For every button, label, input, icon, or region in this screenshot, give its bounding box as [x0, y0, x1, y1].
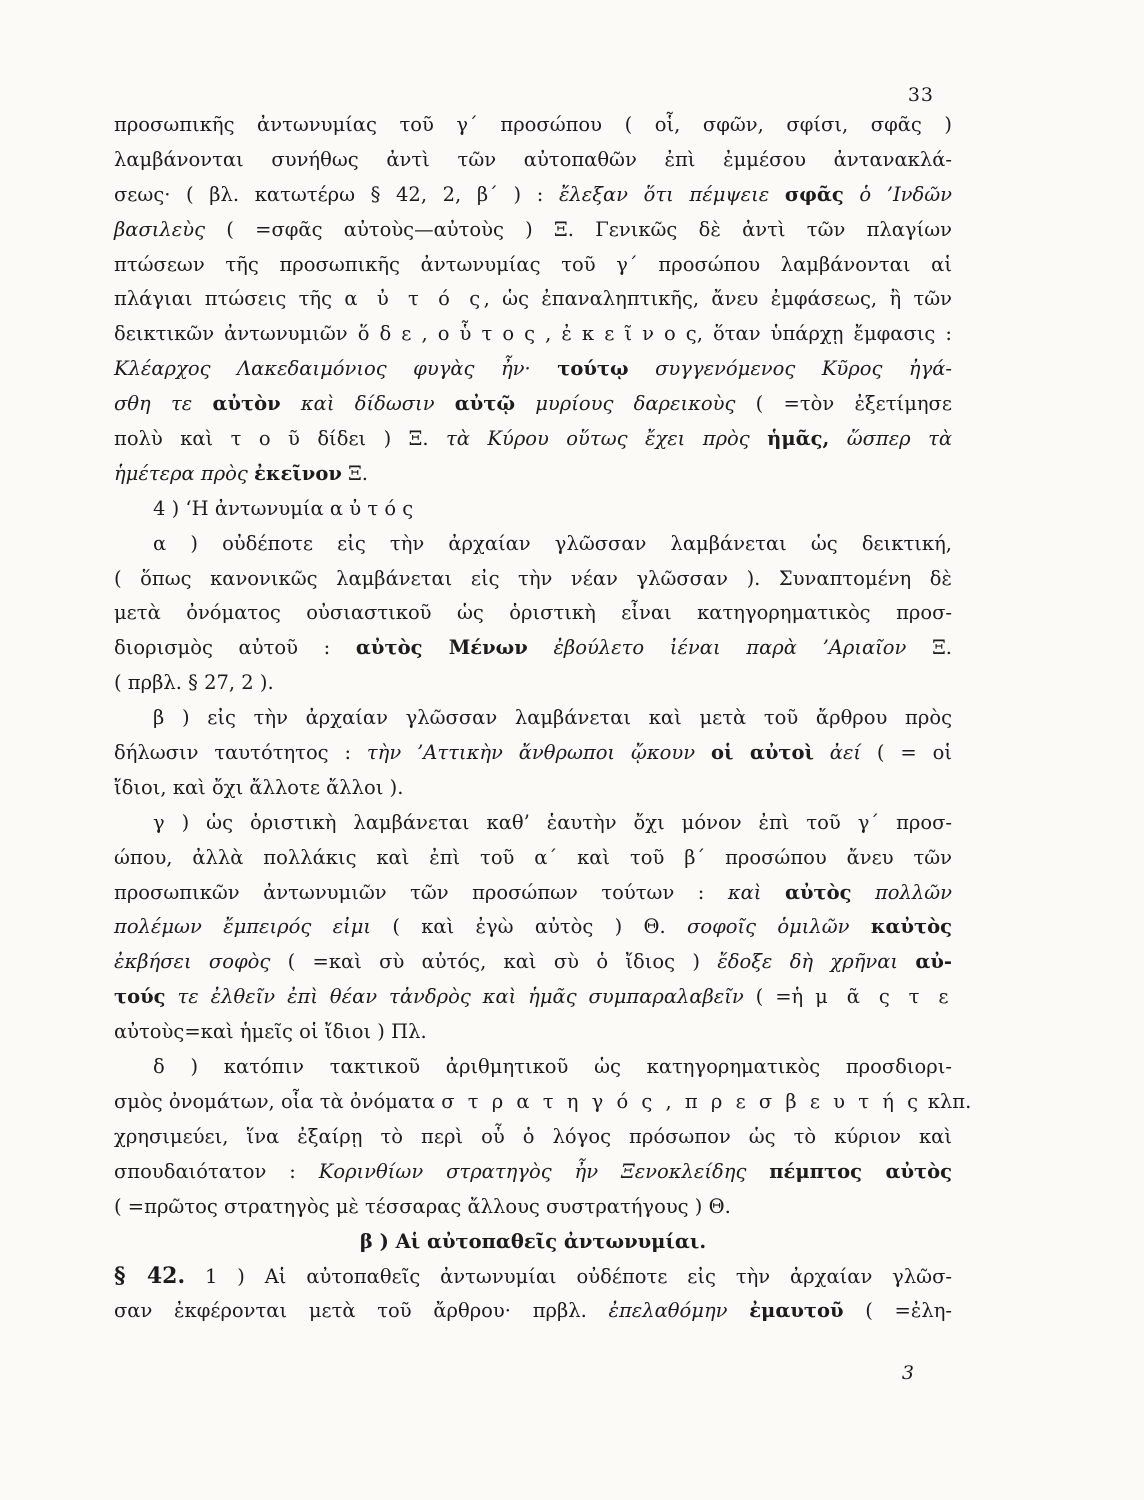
text-line: προσωπικῶν ἀντωνυμιῶν τῶν προσώπων τούτων : καὶ αὐτὸς πολλῶν	[114, 880, 952, 904]
text-line: β ) εἰς τὴν ἀρχαίαν γλῶσσαν λαμβάνεται καὶ μετὰ τοῦ ἄρθρου πρὸς	[153, 706, 952, 730]
page-number: 33	[907, 84, 934, 106]
text-line: βασιλεὺς ( =σφᾶς αὐτοὺς—αὐτοὺς ) Ξ. Γενικῶς δὲ ἀντὶ τῶν πλαγίων	[114, 217, 952, 241]
text-line: σεως· ( βλ. κατωτέρω § 42, 2, β΄ ) : ἔλεξαν ὅτι πέμψειε σφᾶς ὁ ’Ινδῶν	[114, 182, 952, 206]
text-line: α ) οὐδέποτε εἰς τὴν ἀρχαίαν γλῶσσαν λαμβάνεται ὡς δεικτική,	[153, 531, 952, 555]
text-line: προσωπικῆς ἀντωνυμίας τοῦ γ΄ προσώπου ( οἷ, σφῶν, σφίσι, σφᾶς )	[114, 113, 952, 136]
text-line: πολέμων ἔμπειρός εἰμι ( καὶ ἐγὼ αὐτὸς ) Θ. σοφοῖς ὁμιλῶν καὐτὸς	[114, 915, 952, 939]
text-line: χρησιμεύει, ἵνα ἐξαίρῃ τὸ περὶ οὗ ὁ λόγος πρόσωπον ὡς τὸ κύριον καὶ	[114, 1124, 952, 1148]
text-line: γ ) ὡς ὁριστικὴ λαμβάνεται καθ’ ἑαυτὴν ὄχι μόνον ἐπὶ τοῦ γ΄ προσ-	[153, 810, 952, 834]
text-line: πτώσεων τῆς προσωπικῆς ἀντωνυμίας τοῦ γ΄ προσώπου λαμβάνονται αἱ	[114, 252, 952, 276]
signature-mark: 3	[901, 1362, 914, 1384]
text-line: ἡμέτερα πρὸς ἐκεῖνον Ξ.	[114, 461, 368, 485]
section-heading: β ) Αἱ αὐτοπαθεῖς ἀντωνυμίαι.	[359, 1229, 707, 1253]
text-line: ( ὅπως κανονικῶς λαμβάνεται εἰς τὴν νέαν γλῶσσαν ). Συναπτομένη δὲ	[114, 566, 952, 590]
text-line: δήλωσιν ταυτότητος : τὴν ’Αττικὴν ἄνθρωποι ᾤκουν οἱ αὐτοὶ ἀεί ( = οἱ	[114, 741, 952, 765]
text-line: σθη τε αὐτὸν καὶ δίδωσιν αὐτῷ μυρίους δαρεικοὺς ( =τὸν ἐξετίμησε	[114, 392, 952, 416]
text-line: ἐκβήσει σοφὸς ( =καὶ σὺ αὐτός, καὶ σὺ ὁ ἴδιος ) ἔδοξε δὴ χρῆναι αὐ-	[114, 950, 952, 974]
section-number: § 42.	[114, 1263, 186, 1290]
text-line: διορισμὸς αὐτοῦ : αὐτὸς Μένων ἐβούλετο ἰέναι παρὰ ’Αριαῖον Ξ.	[114, 636, 952, 660]
text-line: σμὸς ὀνομάτων, οἷα τὰ ὀνόματα σ τ ρ α τ η γ ό ς , π ρ ε σ β ε υ τ ή ς κλπ.	[114, 1089, 972, 1113]
text-line: ἴδιοι, καὶ ὄχι ἄλλοτε ἄλλοι ).	[114, 775, 404, 799]
text-line: § 42. 1 ) Αἱ αὐτοπαθεῖς ἀντωνυμίαι οὐδέποτε εἰς τὴν ἀρχαίαν γλῶσ-	[114, 1263, 952, 1290]
text-line: σπουδαιότατον : Κορινθίων στρατηγὸς ἦν Ξενοκλείδης πέμπτος αὐτὸς	[114, 1159, 952, 1183]
text-line: τούς τε ἐλθεῖν ἐπὶ θέαν τἀνδρὸς καὶ ἡμᾶς συμπαραλαβεῖν ( =ἡ μ ᾶ ς τ ε	[114, 985, 952, 1009]
text-line: λαμβάνονται συνήθως ἀντὶ τῶν αὐτοπαθῶν ἐπὶ ἐμμέσου ἀντανακλά-	[114, 147, 952, 171]
text-line: πολὺ καὶ τ ο ῦ δίδει ) Ξ. τὰ Κύρου οὕτως ἔχει πρὸς ἡμᾶς, ὥσπερ τὰ	[114, 427, 953, 451]
text-line: πλάγιαι πτώσεις τῆς α ὐ τ ό ς, ὡς ἐπαναληπτικῆς, ἄνευ ἐμφάσεως, ἢ τῶν	[114, 287, 953, 311]
text-line: ( =πρῶτος στρατηγὸς μὲ τέσσαρας ἄλλους συστρατήγους ) Θ.	[114, 1194, 731, 1218]
text-line: μετὰ ὀνόματος οὐσιαστικοῦ ὡς ὁριστικὴ εἶναι κατηγορηματικὸς προσ-	[114, 601, 952, 625]
text-line: δ ) κατόπιν τακτικοῦ ἀριθμητικοῦ ὡς κατηγορηματικὸς προσδιορι-	[153, 1055, 952, 1079]
text-line: ( πρβλ. § 27, 2 ).	[114, 671, 274, 695]
text-line: 4 ) ‘Η ἀντωνυμία α ὐ τ ό ς	[153, 496, 414, 520]
text-line: αὐτοὺς=καὶ ἡμεῖς οἱ ἴδιοι ) Πλ.	[114, 1020, 427, 1044]
text-line: ώπου, ἀλλὰ πολλάκις καὶ ἐπὶ τοῦ α΄ καὶ τοῦ β΄ προσώπου ἄνευ τῶν	[114, 845, 952, 869]
body-text	[114, 108, 972, 1329]
text-line: Κλέαρχος Λακεδαιμόνιος φυγὰς ἦν· τούτῳ συγγενόμενος Κῦρος ἠγά-	[114, 357, 952, 381]
text-line: σαν ἐκφέρονται μετὰ τοῦ ἄρθρου· πρβλ. ἐπελαθόμην ἐμαυτοῦ ( =ἐλη-	[114, 1299, 952, 1323]
text-line: δεικτικῶν ἀντωνυμιῶν ὅ δ ε , ο ὗ τ ο ς , ἐ κ ε ῖ ν ο ς, ὅταν ὑπάρχῃ ἔμφασις :	[114, 322, 952, 346]
